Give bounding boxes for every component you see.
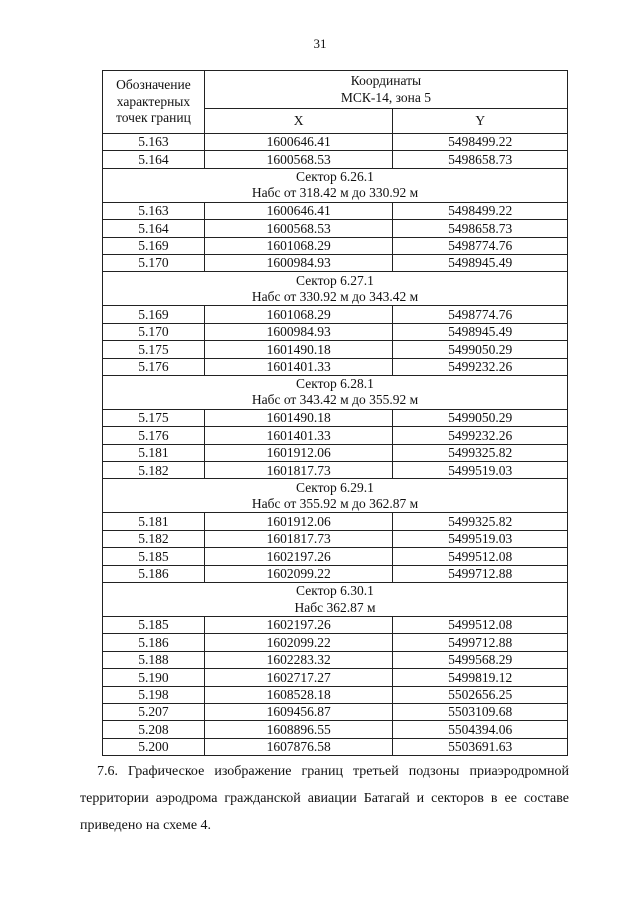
- page-number: 31: [313, 36, 327, 51]
- y-cell: 5499325.82: [393, 513, 568, 530]
- point-cell: 5.163: [103, 134, 205, 151]
- point-cell: 5.190: [103, 669, 205, 686]
- point-cell: 5.170: [103, 254, 205, 271]
- x-cell: 1601490.18: [204, 409, 393, 426]
- table-row: [103, 669, 568, 686]
- table-row: [103, 323, 568, 340]
- x-cell: 1607876.58: [204, 738, 393, 755]
- paragraph-line: 7.6. Графическое изображение границ третьей подзоны приаэродромной: [97, 764, 569, 779]
- point-cell: 5.175: [103, 341, 205, 358]
- sector-title: Сектор 6.26.1: [296, 169, 374, 185]
- x-cell: 1601068.29: [204, 237, 393, 254]
- point-cell: 5.207: [103, 703, 205, 720]
- coordinate-system: МСК-14, зона 5: [340, 89, 431, 105]
- y-cell: 5499568.29: [393, 651, 568, 668]
- table-row: [103, 634, 568, 651]
- paragraph-7-6: [80, 758, 569, 839]
- table-row: [103, 548, 568, 565]
- table-row: [103, 202, 568, 219]
- table-row: [103, 513, 568, 530]
- coordinates-table: [102, 70, 568, 756]
- y-cell: 5499325.82: [393, 444, 568, 461]
- coordinates-title: Координаты: [350, 73, 422, 89]
- x-cell: 1602099.22: [204, 565, 393, 582]
- point-cell: 5.164: [103, 151, 205, 168]
- point-cell: 5.198: [103, 686, 205, 703]
- sector-title: Сектор 6.29.1: [296, 479, 374, 495]
- y-cell: 5498945.49: [393, 254, 568, 271]
- table-row: [103, 151, 568, 168]
- x-cell: 1609456.87: [204, 703, 393, 720]
- x-cell: 1601490.18: [204, 341, 393, 358]
- x-cell: 1601401.33: [204, 427, 393, 444]
- point-cell: 5.176: [103, 358, 205, 375]
- sector-row: [103, 479, 568, 513]
- y-cell: 5499512.08: [393, 548, 568, 565]
- table-row: [103, 237, 568, 254]
- table-row: [103, 565, 568, 582]
- x-cell: 1601068.29: [204, 306, 393, 323]
- point-cell: 5.175: [103, 409, 205, 426]
- point-cell: 5.182: [103, 462, 205, 479]
- x-cell: 1602197.26: [204, 548, 393, 565]
- x-cell: 1601817.73: [204, 462, 393, 479]
- table-row: [103, 220, 568, 237]
- sector-cell: [103, 168, 568, 202]
- y-cell: 5499519.03: [393, 462, 568, 479]
- y-cell: 5498658.73: [393, 151, 568, 168]
- table-row: [103, 427, 568, 444]
- y-cell: 5498774.76: [393, 237, 568, 254]
- x-cell: 1602099.22: [204, 634, 393, 651]
- paragraph-line: приведено на схеме 4.: [80, 818, 212, 833]
- point-cell: 5.169: [103, 306, 205, 323]
- point-cell: 5.185: [103, 548, 205, 565]
- x-cell: 1600568.53: [204, 151, 393, 168]
- x-cell: 1600646.41: [204, 202, 393, 219]
- point-cell: 5.181: [103, 444, 205, 461]
- table-row: [103, 651, 568, 668]
- y-cell: 5499519.03: [393, 530, 568, 547]
- table-row: [103, 134, 568, 151]
- sector-cell: [103, 375, 568, 409]
- x-cell: 1601912.06: [204, 444, 393, 461]
- sector-title: Сектор 6.27.1: [296, 272, 374, 288]
- sector-title: Сектор 6.28.1: [296, 376, 374, 392]
- point-cell: 5.164: [103, 220, 205, 237]
- point-column-header: Обозначение характерных точек границ: [103, 71, 205, 134]
- table-row: [103, 738, 568, 755]
- y-cell: 5499232.26: [393, 358, 568, 375]
- table-row: [103, 254, 568, 271]
- paragraph-line: территории аэродрома гражданской авиации Батагай и секторов в ее составе: [80, 791, 569, 806]
- table-row: [103, 617, 568, 634]
- x-cell: 1601401.33: [204, 358, 393, 375]
- y-cell: 5498499.22: [393, 134, 568, 151]
- x-cell: 1608528.18: [204, 686, 393, 703]
- table-row: [103, 703, 568, 720]
- sector-cell: [103, 583, 568, 617]
- y-cell: 5499712.88: [393, 565, 568, 582]
- y-cell: 5498499.22: [393, 202, 568, 219]
- x-cell: 1601912.06: [204, 513, 393, 530]
- table-row: [103, 462, 568, 479]
- x-cell: 1600646.41: [204, 134, 393, 151]
- y-cell: 5499512.08: [393, 617, 568, 634]
- y-cell: 5504394.06: [393, 721, 568, 738]
- y-cell: 5499050.29: [393, 341, 568, 358]
- table-row: [103, 341, 568, 358]
- y-column-header: Y: [393, 109, 568, 134]
- y-cell: 5499712.88: [393, 634, 568, 651]
- x-cell: 1608896.55: [204, 721, 393, 738]
- table-row: [103, 409, 568, 426]
- sector-height: Набс от 330.92 м до 343.42 м: [251, 288, 419, 304]
- point-cell: 5.170: [103, 323, 205, 340]
- sector-cell: [103, 479, 568, 513]
- point-cell: 5.188: [103, 651, 205, 668]
- sector-height: Набс от 355.92 м до 362.87 м: [251, 495, 419, 511]
- table-header: [103, 71, 568, 134]
- sector-row: [103, 272, 568, 306]
- point-cell: 5.185: [103, 617, 205, 634]
- y-cell: 5499819.12: [393, 669, 568, 686]
- y-cell: 5499232.26: [393, 427, 568, 444]
- y-cell: 5499050.29: [393, 409, 568, 426]
- point-cell: 5.186: [103, 565, 205, 582]
- y-cell: 5502656.25: [393, 686, 568, 703]
- y-cell: 5498658.73: [393, 220, 568, 237]
- table-row: [103, 530, 568, 547]
- x-column-header: X: [204, 109, 393, 134]
- sector-cell: [103, 272, 568, 306]
- point-cell: 5.208: [103, 721, 205, 738]
- table-row: [103, 686, 568, 703]
- y-cell: 5503109.68: [393, 703, 568, 720]
- point-cell: 5.182: [103, 530, 205, 547]
- point-cell: 5.186: [103, 634, 205, 651]
- y-cell: 5498945.49: [393, 323, 568, 340]
- table-row: [103, 444, 568, 461]
- point-cell: 5.200: [103, 738, 205, 755]
- point-cell: 5.169: [103, 237, 205, 254]
- y-cell: 5498774.76: [393, 306, 568, 323]
- table-body: [103, 134, 568, 756]
- x-cell: 1600984.93: [204, 254, 393, 271]
- x-cell: 1600568.53: [204, 220, 393, 237]
- x-cell: 1601817.73: [204, 530, 393, 547]
- sector-row: [103, 375, 568, 409]
- sector-row: [103, 168, 568, 202]
- sector-title: Сектор 6.30.1: [296, 583, 374, 599]
- y-cell: 5503691.63: [393, 738, 568, 755]
- table-row: [103, 721, 568, 738]
- sector-height: Набс от 318.42 м до 330.92 м: [251, 185, 419, 201]
- x-cell: 1602283.32: [204, 651, 393, 668]
- sector-height: Набс от 343.42 м до 355.92 м: [251, 392, 419, 408]
- sector-height: Набс 362.87 м: [294, 599, 376, 615]
- coordinates-header: [204, 71, 567, 109]
- x-cell: 1602197.26: [204, 617, 393, 634]
- x-cell: 1602717.27: [204, 669, 393, 686]
- table-row: [103, 358, 568, 375]
- point-cell: 5.181: [103, 513, 205, 530]
- point-cell: 5.163: [103, 202, 205, 219]
- table-row: [103, 306, 568, 323]
- sector-row: [103, 583, 568, 617]
- point-cell: 5.176: [103, 427, 205, 444]
- x-cell: 1600984.93: [204, 323, 393, 340]
